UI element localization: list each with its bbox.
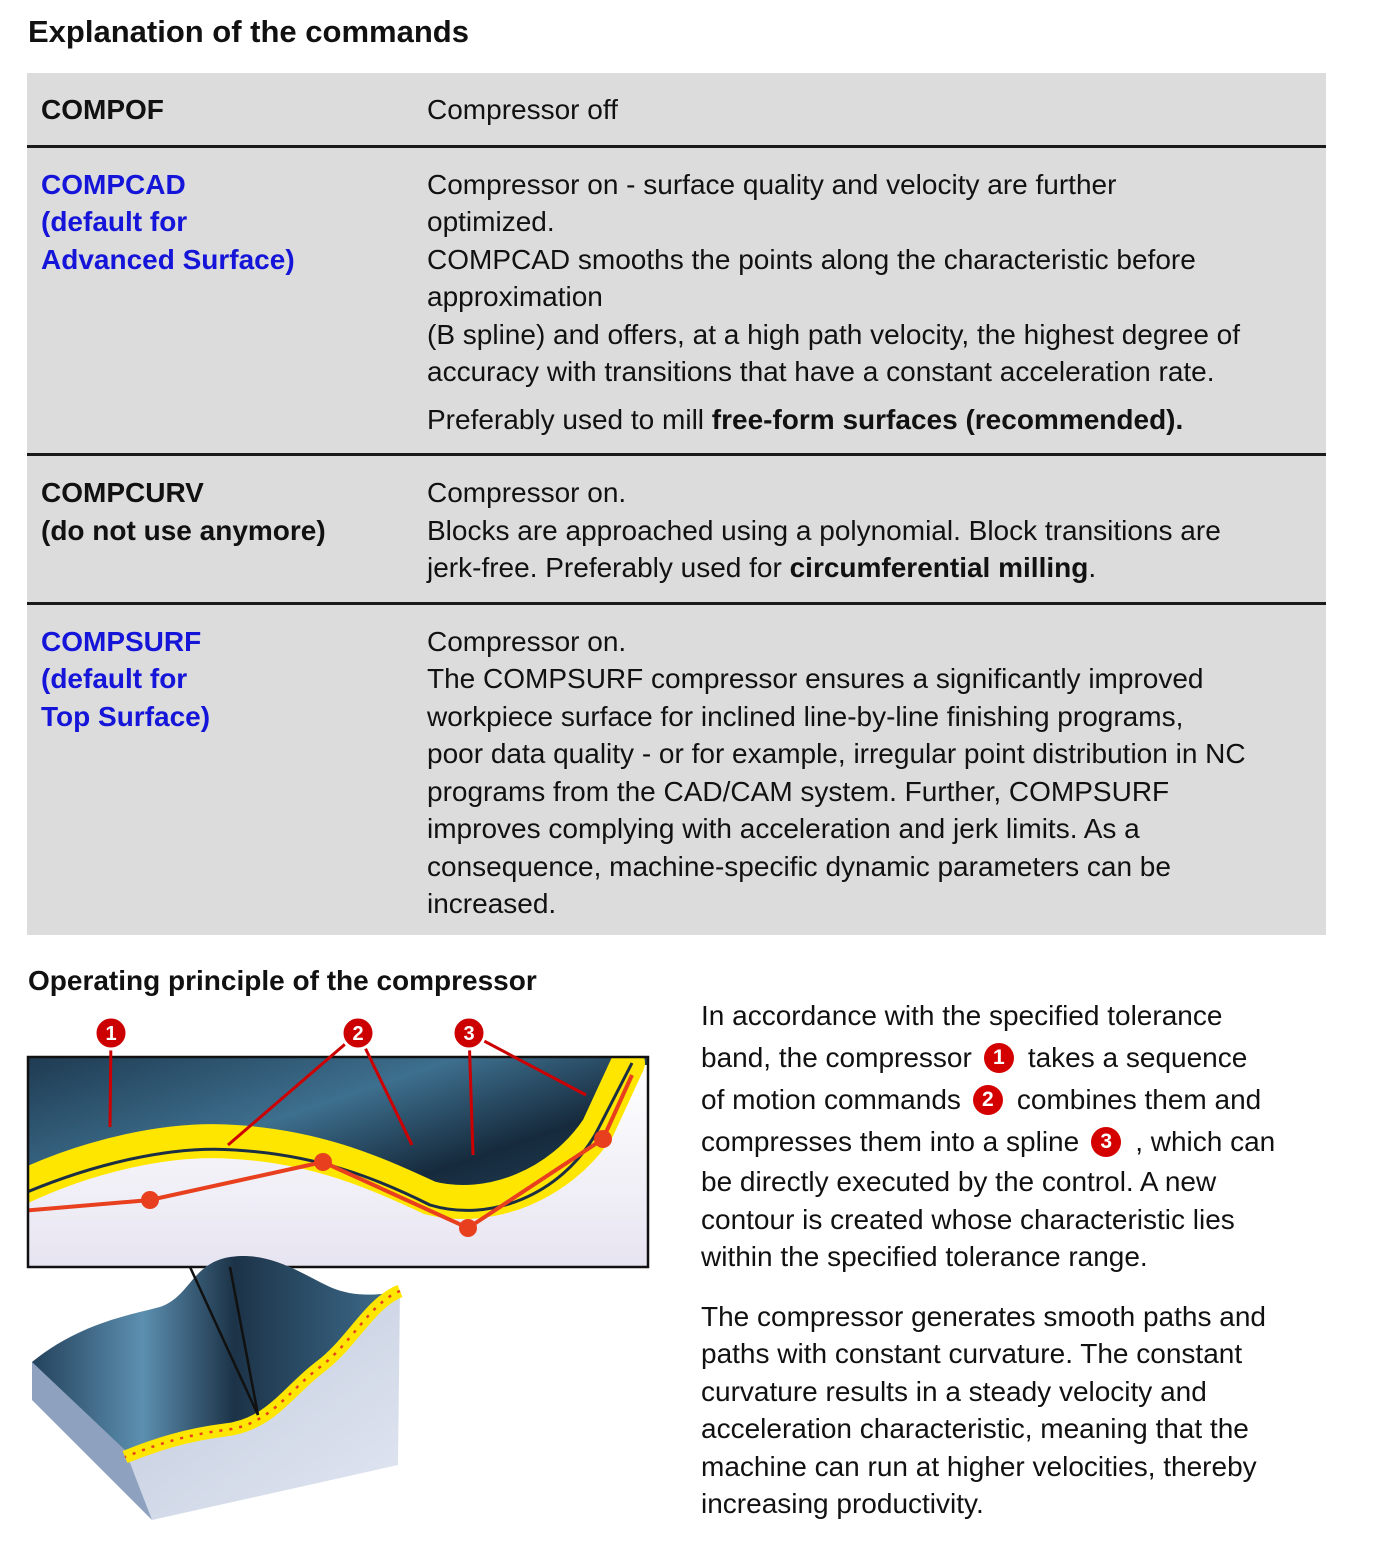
- compressor-diagram: [20, 1005, 660, 1535]
- description-text: .: [1088, 552, 1097, 583]
- description-line: poor data quality - or for example, irregular point distribution in NC: [427, 738, 1246, 769]
- description-emphasis: circumferential milling: [789, 552, 1089, 583]
- text-line: contour is created whose characteristic lies: [701, 1203, 1235, 1235]
- text-line: curvature results in a steady velocity and: [701, 1375, 1207, 1407]
- description-line: consequence, machine-specific dynamic parameters can be: [427, 850, 1171, 882]
- description-line: Compressor on.: [427, 477, 627, 508]
- command-note: Top Surface): [41, 700, 211, 732]
- description-line: approximation: [427, 281, 603, 312]
- callout-3-badge: [453, 1017, 485, 1049]
- text-line: paths with constant curvature. The constant: [701, 1338, 1243, 1369]
- text-line: increasing productivity.: [701, 1488, 984, 1519]
- paragraph: [701, 1298, 1341, 1523]
- text-line: In accordance with the specified tolerance: [701, 1000, 1223, 1031]
- command-note: (default for: [41, 206, 188, 237]
- table-row: [27, 73, 1326, 146]
- text-line: [701, 1037, 1341, 1079]
- paragraph-gap: [427, 391, 1316, 401]
- usage-note: [427, 401, 1316, 439]
- text-fragment: , which can: [1135, 1126, 1276, 1157]
- explanation-text: [701, 995, 1341, 1523]
- text-line: within the specified tolerance range.: [701, 1241, 1148, 1272]
- text-line: The compressor generates smooth paths and: [701, 1300, 1266, 1332]
- callout-1-badge: 1: [984, 1043, 1014, 1073]
- description-line: optimized.: [427, 206, 555, 237]
- paragraph: [701, 995, 1341, 1276]
- callout-2-badge: [342, 1017, 374, 1049]
- callout-3-label: 3: [463, 1023, 475, 1045]
- command-name: COMPCURV: [41, 477, 204, 508]
- command-name: COMPSURF: [41, 625, 202, 657]
- description-line: accuracy with transitions that have a constant acceleration rate.: [427, 356, 1215, 387]
- table-row: [27, 455, 1326, 604]
- text-line: be directly executed by the control. A new: [701, 1166, 1217, 1197]
- motion-point: [141, 1191, 159, 1209]
- motion-point: [314, 1153, 332, 1171]
- command-cell: [27, 146, 427, 455]
- text-fragment: of motion commands: [701, 1084, 961, 1115]
- description-line: programs from the CAD/CAM system. Further, COMPSURF: [427, 775, 1170, 807]
- text-line: machine can run at higher velocities, thereby: [701, 1450, 1257, 1482]
- description-line: increased.: [427, 888, 557, 919]
- description-cell: [427, 455, 1326, 604]
- page-title: Explanation of the commands: [28, 14, 469, 49]
- motion-point: [459, 1219, 477, 1237]
- description-line: workpiece surface for inclined line-by-line finishing programs,: [427, 700, 1184, 732]
- description-cell: [427, 73, 1326, 146]
- description-line: (B spline) and offers, at a high path velocity, the highest degree of: [427, 318, 1241, 350]
- description-line: Compressor off: [427, 94, 618, 125]
- section-subtitle: Operating principle of the compressor: [28, 965, 537, 996]
- description-line: Compressor on - surface quality and velocity are further: [427, 168, 1117, 200]
- description-cell: [427, 603, 1326, 935]
- usage-note-emphasis: free-form surfaces (recommended).: [711, 403, 1184, 435]
- command-cell: [27, 455, 427, 604]
- callout-3-badge: 3: [1091, 1127, 1121, 1157]
- text-fragment: compresses them into a spline: [701, 1126, 1080, 1157]
- command-cell: [27, 73, 427, 146]
- table-row: [27, 146, 1326, 455]
- text-fragment: combines them and: [1016, 1084, 1262, 1115]
- table-row: [27, 603, 1326, 935]
- description-line: Compressor on.: [427, 625, 627, 657]
- command-name: COMPCAD: [41, 168, 186, 200]
- compressor-illustration: [20, 1005, 660, 1535]
- text-line: [701, 1121, 1341, 1163]
- command-note: (default for: [41, 663, 188, 694]
- description-line: The COMPSURF compressor ensures a significantly improved: [427, 663, 1204, 694]
- callout-1-badge: [95, 1017, 127, 1049]
- description-cell: [427, 146, 1326, 455]
- description-line: [427, 549, 1316, 587]
- command-name: COMPOF: [41, 94, 164, 125]
- callout-2-badge: 2: [973, 1085, 1003, 1115]
- callout-1-label: 1: [105, 1023, 117, 1045]
- description-text: jerk-free. Preferably used for: [427, 552, 790, 583]
- text-fragment: band, the compressor: [701, 1042, 972, 1073]
- text-fragment: takes a sequence: [1027, 1042, 1248, 1073]
- description-line: COMPCAD smooths the points along the characteristic before: [427, 243, 1196, 275]
- commands-table: [27, 73, 1326, 935]
- command-note: (do not use anymore): [41, 514, 326, 546]
- description-line: improves complying with acceleration and jerk limits. As a: [427, 813, 1140, 844]
- usage-note-text: Preferably used to mill: [427, 403, 712, 435]
- text-line: [701, 1079, 1341, 1121]
- command-note: Advanced Surface): [41, 243, 295, 275]
- text-line: acceleration characteristic, meaning that the: [701, 1413, 1249, 1444]
- callout-2-label: 2: [352, 1023, 364, 1045]
- command-cell: [27, 603, 427, 935]
- motion-point: [594, 1130, 612, 1148]
- description-line: Blocks are approached using a polynomial. Block transitions are: [427, 514, 1221, 546]
